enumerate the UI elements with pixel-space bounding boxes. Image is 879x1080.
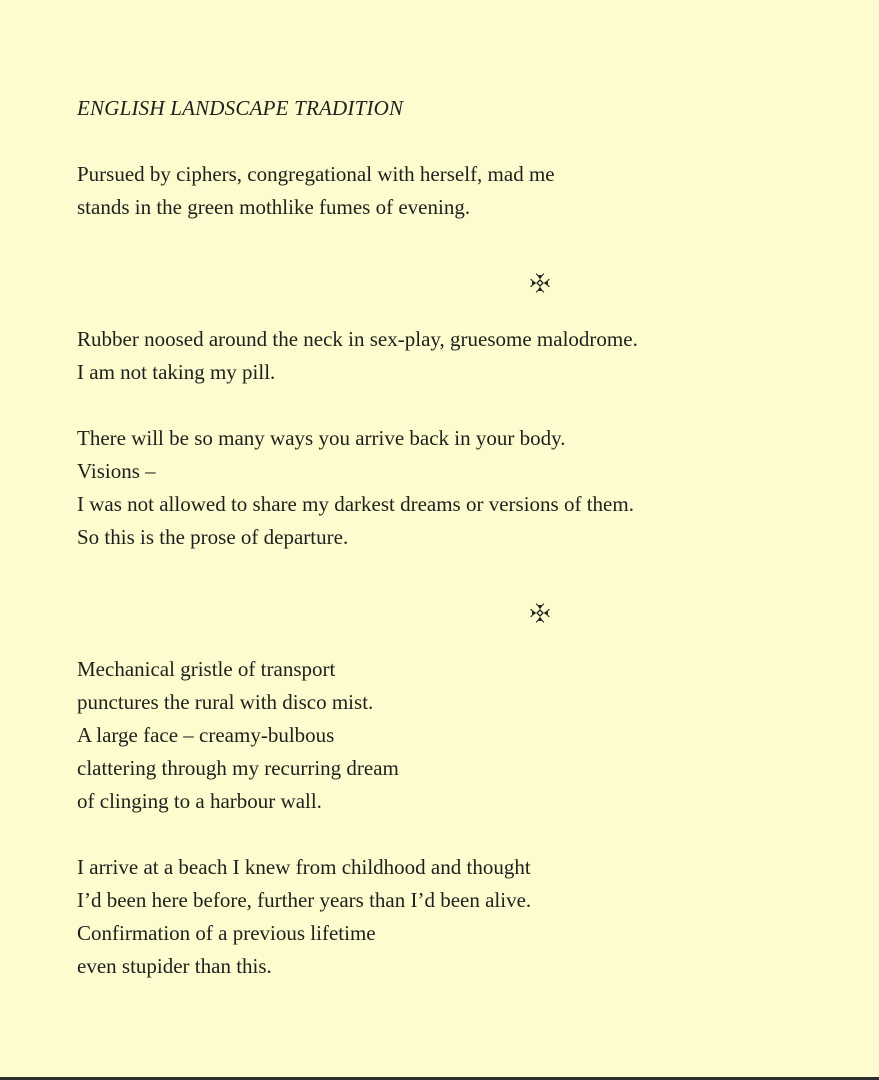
stanza-2 bbox=[77, 323, 829, 389]
poem-line: of clinging to a harbour wall. bbox=[77, 789, 322, 813]
section-divider bbox=[530, 273, 550, 293]
fleuron-cross-icon bbox=[530, 603, 550, 623]
stanza-1 bbox=[77, 158, 829, 224]
poem-line: punctures the rural with disco mist. bbox=[77, 690, 374, 714]
poem-line: There will be so many ways you arrive back in your body. bbox=[77, 426, 566, 450]
poem-line: So this is the prose of departure. bbox=[77, 525, 349, 549]
poem-line: Rubber noosed around the neck in sex-play, gruesome malodrome. bbox=[77, 327, 638, 351]
poem-line: I was not allowed to share my darkest dreams or versions of them. bbox=[77, 492, 634, 516]
stanza-5 bbox=[77, 851, 829, 983]
poem-line: I arrive at a beach I knew from childhood and thought bbox=[77, 855, 531, 879]
poem-line: even stupider than this. bbox=[77, 954, 272, 978]
poem-title: ENGLISH LANDSCAPE TRADITION bbox=[77, 96, 404, 120]
poem-line: Confirmation of a previous lifetime bbox=[77, 921, 376, 945]
stanza-3 bbox=[77, 422, 829, 554]
poem-line: Visions – bbox=[77, 459, 156, 483]
poem-line: clattering through my recurring dream bbox=[77, 756, 399, 780]
poem-line: stands in the green mothlike fumes of evening. bbox=[77, 195, 471, 219]
poem-line: Pursued by ciphers, congregational with herself, mad me bbox=[77, 162, 555, 186]
poem-line: Mechanical gristle of transport bbox=[77, 657, 336, 681]
poem-line: I am not taking my pill. bbox=[77, 360, 276, 384]
poem-line: I’d been here before, further years than I’d been alive. bbox=[77, 888, 532, 912]
section-divider bbox=[530, 603, 550, 623]
poem-line: A large face – creamy-bulbous bbox=[77, 723, 335, 747]
stanza-4 bbox=[77, 653, 829, 818]
fleuron-cross-icon bbox=[530, 273, 550, 293]
